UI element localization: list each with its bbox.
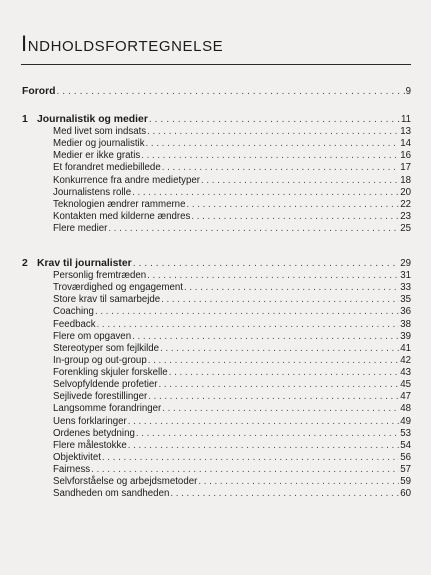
toc-entry [0, 161, 411, 174]
page-number: 60 [400, 488, 411, 499]
page-number: 53 [400, 428, 411, 439]
chapter-number: 1 [22, 114, 28, 125]
page-number: 48 [400, 403, 411, 414]
page-number: 14 [400, 138, 411, 149]
chapter-number: 2 [22, 258, 28, 269]
page-number: 11 [400, 114, 411, 125]
page-number: 45 [400, 379, 411, 390]
page-number: 47 [400, 391, 411, 402]
page-number: 42 [400, 355, 411, 366]
page-number: 33 [400, 282, 411, 293]
entry-title: Med livet som indsats [53, 126, 147, 137]
page-number: 23 [400, 211, 411, 222]
entry-title: Ordenes betydning [53, 428, 135, 439]
dot-leader [170, 487, 399, 500]
title-divider [21, 64, 411, 65]
entry-title: Objektivitet [53, 452, 101, 463]
section-title: Forord [22, 86, 56, 97]
entry-title: Langsomme forandringer [53, 403, 162, 414]
page-number: 35 [400, 294, 411, 305]
page-number: 49 [400, 416, 411, 427]
entry-title: Flere målestokke [53, 440, 127, 451]
toc-entry [0, 487, 411, 500]
dot-leader [162, 402, 399, 415]
entry-title: Sandheden om sandheden [53, 488, 170, 499]
page-number: 54 [400, 440, 411, 451]
page-number: 9 [405, 86, 411, 97]
page-number: 43 [400, 367, 411, 378]
page-number: 38 [400, 319, 411, 330]
entry-title: Et forandret mediebillede [53, 162, 161, 173]
toc-forord [0, 85, 411, 98]
dot-leader [56, 85, 404, 98]
entry-title: Feedback [53, 319, 96, 330]
entry-title: Journalistens rolle [53, 187, 132, 198]
page-number: 57 [400, 464, 411, 475]
section-title: Journalistik og medier [37, 114, 148, 125]
dot-leader [95, 305, 399, 318]
dot-leader [162, 161, 400, 174]
entry-title: Selvforståelse og arbejdsmetoder [53, 476, 198, 487]
toc-entry [0, 222, 411, 235]
page-number: 13 [400, 126, 411, 137]
page-number: 31 [400, 270, 411, 281]
entry-title: Sejlivede forestillinger [53, 391, 148, 402]
entry-title: In-group og out-group [53, 355, 147, 366]
page-number: 29 [400, 258, 411, 269]
page-number: 59 [400, 476, 411, 487]
page-number: 56 [400, 452, 411, 463]
entry-title: Stereotyper som fejlkilde [53, 343, 160, 354]
page-number: 36 [400, 306, 411, 317]
entry-title: Fairness [53, 464, 91, 475]
dot-leader [108, 222, 399, 235]
entry-title: Uens forklaringer [53, 416, 127, 427]
entry-title: Teknologien ændrer rammerne [53, 199, 186, 210]
entry-title: Personlig fremtræden [53, 270, 147, 281]
entry-title: Troværdighed og engagement [53, 282, 183, 293]
page-number: 39 [400, 331, 411, 342]
page-number: 20 [400, 187, 411, 198]
entry-title: Flere medier [53, 223, 108, 234]
page-number: 41 [400, 343, 411, 354]
page-number: 17 [400, 162, 411, 173]
page-number: 25 [400, 223, 411, 234]
page-title: Indholdsfortegnelse [21, 31, 224, 56]
entry-title: Forenkling skjuler forskelle [53, 367, 168, 378]
entry-title: Selvopfyldende profetier [53, 379, 158, 390]
entry-title: Medier er ikke gratis [53, 150, 141, 161]
entry-title: Store krav til samarbejde [53, 294, 161, 305]
toc-entry [0, 305, 411, 318]
page-number: 22 [400, 199, 411, 210]
toc-entry [0, 402, 411, 415]
entry-title: Coaching [53, 306, 94, 317]
section-title: Krav til journalister [37, 258, 132, 269]
page-number: 18 [400, 175, 411, 186]
entry-title: Medier og journalistik [53, 138, 145, 149]
entry-title: Kontakten med kilderne ændres [53, 211, 191, 222]
page-number: 16 [400, 150, 411, 161]
entry-title: Flere om opgaven [53, 331, 132, 342]
entry-title: Konkurrence fra andre medietyper [53, 175, 201, 186]
